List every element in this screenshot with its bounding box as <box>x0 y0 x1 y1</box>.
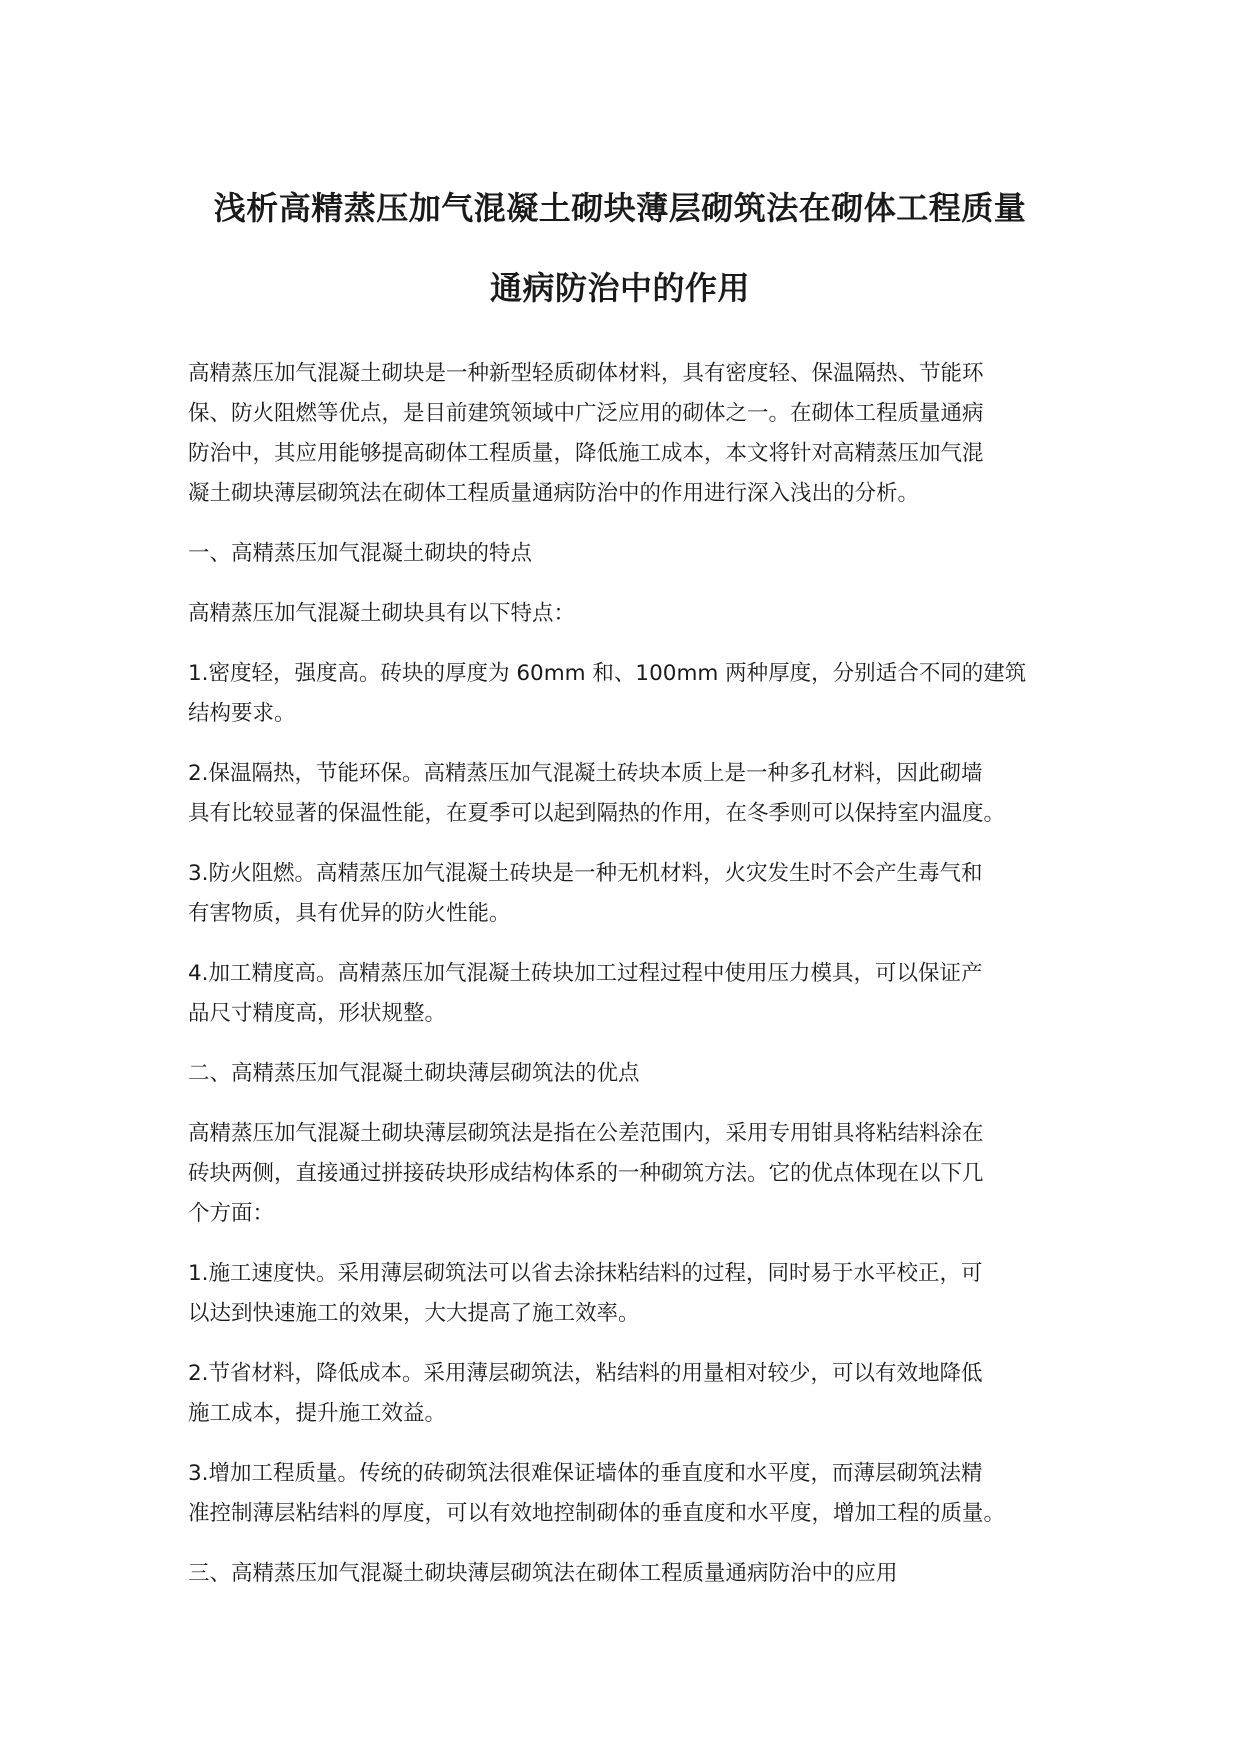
text-line: 凝土砌块薄层砌筑法在砌体工程质量通病防治中的作用进行深入浅出的分析。 <box>188 481 920 506</box>
paragraph <box>188 754 1078 834</box>
paragraph <box>188 954 1078 1034</box>
paragraph <box>188 1254 1078 1334</box>
paragraph <box>188 1114 1078 1234</box>
text-line: 2.保温隔热，节能环保。高精蒸压加气混凝土砖块本质上是一种多孔材料，因此砌墙 <box>188 761 983 786</box>
text-line: 1.施工速度快。采用薄层砌筑法可以省去涂抹粘结料的过程，同时易于水平校正，可 <box>188 1261 983 1286</box>
title-line-2: 通病防治中的作用 <box>489 269 750 307</box>
text-line: 高精蒸压加气混凝土砌块具有以下特点： <box>188 601 576 626</box>
title-line-1: 浅析高精蒸压加气混凝土砌块薄层砌筑法在砌体工程质量 <box>213 189 1027 227</box>
paragraph <box>188 854 1078 934</box>
text-line: 2.节省材料，降低成本。采用薄层砌筑法，粘结料的用量相对较少，可以有效地降低 <box>188 1361 983 1386</box>
paragraph <box>188 654 1078 734</box>
text-line: 具有比较显著的保温性能，在夏季可以起到隔热的作用，在冬季则可以保持室内温度。 <box>188 801 1006 826</box>
text-line: 高精蒸压加气混凝土砌块是一种新型轻质砌体材料，具有密度轻、保温隔热、节能环 <box>188 361 984 386</box>
text-line: 1.密度轻，强度高。砖块的厚度为 60mm 和、100mm 两种厚度，分别适合不同的建筑 <box>188 661 1027 686</box>
text-line: 防治中，其应用能够提高砌体工程质量，降低施工成本，本文将针对高精蒸压加气混 <box>188 441 984 466</box>
text-line: 高精蒸压加气混凝土砌块薄层砌筑法是指在公差范围内，采用专用钳具将粘结料涂在 <box>188 1121 984 1146</box>
text-line: 以达到快速施工的效果，大大提高了施工效率。 <box>188 1301 640 1326</box>
text-line: 品尺寸精度高，形状规整。 <box>188 1001 447 1026</box>
text-line: 个方面： <box>188 1201 275 1226</box>
text-line: 一、高精蒸压加气混凝土砌块的特点 <box>188 541 533 566</box>
text-line: 3.增加工程质量。传统的砖砌筑法很难保证墙体的垂直度和水平度，而薄层砌筑法精 <box>188 1461 983 1486</box>
text-line: 4.加工精度高。高精蒸压加气混凝土砖块加工过程过程中使用压力模具，可以保证产 <box>188 961 983 986</box>
paragraph <box>188 534 1078 574</box>
text-line: 二、高精蒸压加气混凝土砌块薄层砌筑法的优点 <box>188 1061 640 1086</box>
paragraph <box>188 354 1078 514</box>
text-line: 施工成本，提升施工效益。 <box>188 1401 447 1426</box>
paragraph <box>188 1454 1078 1534</box>
text-line: 3.防火阻燃。高精蒸压加气混凝土砖块是一种无机材料，火灾发生时不会产生毒气和 <box>188 861 983 886</box>
paragraph <box>188 594 1078 634</box>
text-line: 结构要求。 <box>188 701 296 726</box>
text-line: 砖块两侧，直接通过拼接砖块形成结构体系的一种砌筑方法。它的优点体现在以下几 <box>188 1161 984 1186</box>
paragraph <box>188 1054 1078 1094</box>
text-line: 三、高精蒸压加气混凝土砌块薄层砌筑法在砌体工程质量通病防治中的应用 <box>188 1561 898 1586</box>
paragraph <box>188 1354 1078 1434</box>
text-line: 准控制薄层粘结料的厚度，可以有效地控制砌体的垂直度和水平度，增加工程的质量。 <box>188 1501 1006 1526</box>
document-body <box>188 354 1078 1614</box>
text-line: 有害物质，具有优异的防火性能。 <box>188 901 511 926</box>
paragraph <box>188 1554 1078 1594</box>
text-line: 保、防火阻燃等优点，是目前建筑领域中广泛应用的砌体之一。在砌体工程质量通病 <box>188 401 984 426</box>
document-title <box>150 168 1090 328</box>
